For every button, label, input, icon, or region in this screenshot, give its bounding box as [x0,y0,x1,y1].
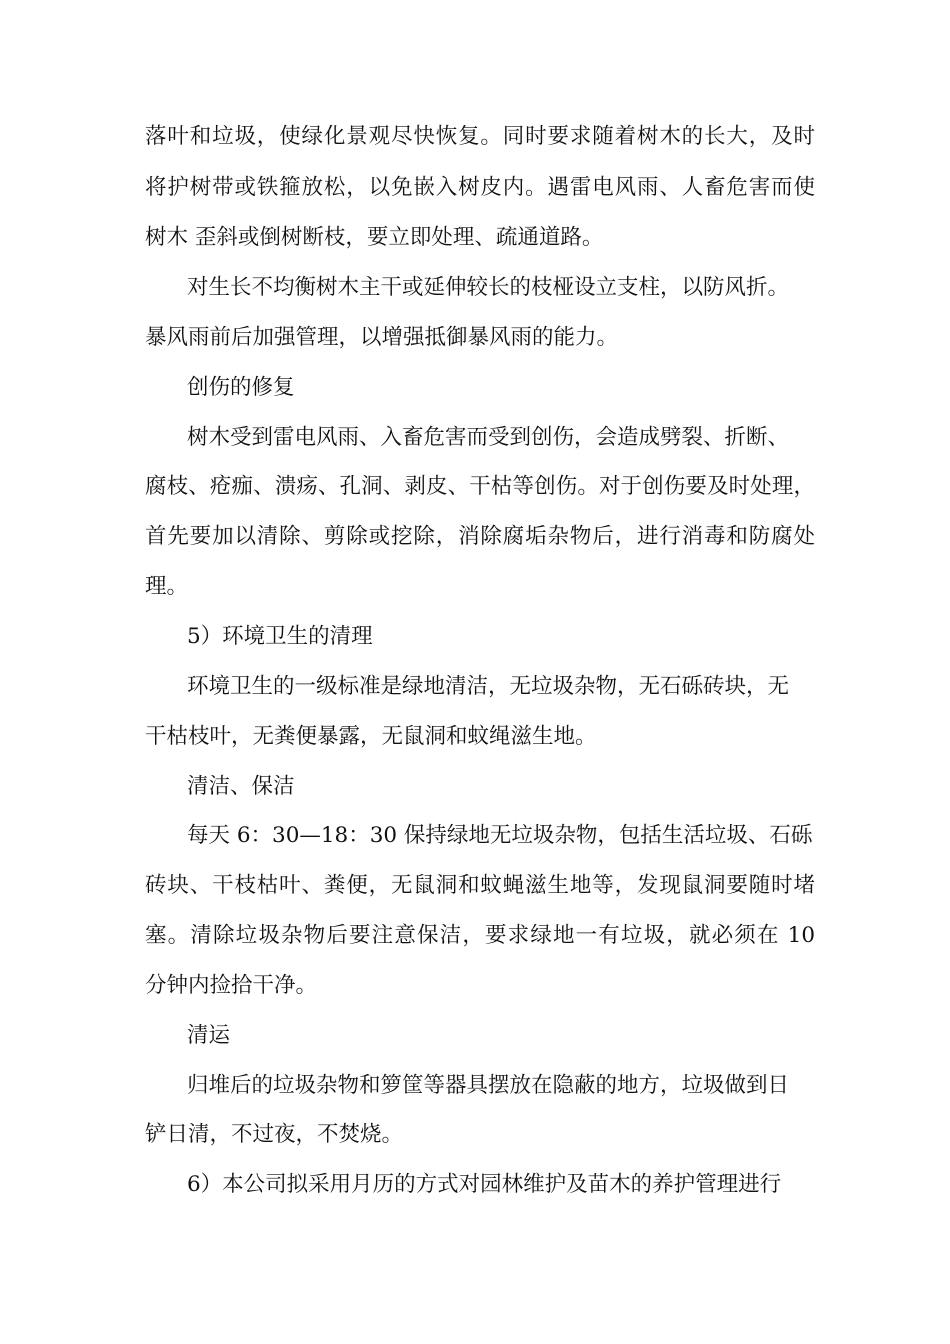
paragraph-line: 落叶和垃圾，使绿化景观尽快恢复。同时要求随着树木的长大，及时 [145,124,815,149]
paragraph-line: 树木受到雷电风雨、入畜危害而受到创伤，会造成劈裂、折断、 [187,425,790,450]
paragraph-line: 归堆后的垃圾杂物和箩筐等器具摆放在隐蔽的地方，垃圾做到日 [187,1073,790,1098]
paragraph-line: 分钟内捡拾干净。 [145,973,318,998]
paragraph-line: 塞。清除垃圾杂物后要注意保洁，要求绿地一有垃圾，就必须在 10 [145,923,815,948]
paragraph-line: 铲日清，不过夜，不焚烧。 [145,1122,404,1147]
paragraph-line: 干枯枝叶，无粪便暴露，无鼠洞和蚊绳滋生地。 [145,724,597,749]
section-heading: 创伤的修复 [187,375,295,400]
paragraph-line: 将护树带或铁箍放松，以免嵌入树皮内。遇雷电风雨、人畜危害而使 [145,175,815,200]
paragraph-line: 暴风雨前后加强管理，以增强抵御暴风雨的能力。 [145,325,619,350]
paragraph-line: 首先要加以清除、剪除或挖除，消除腐垢杂物后，进行消毒和防腐处 [145,524,815,549]
section-heading: 清洁、保洁 [187,774,295,799]
paragraph-line: 树木 歪斜或倒树断枝，要立即处理、疏通道路。 [145,225,604,250]
paragraph-line: 理。 [145,574,189,599]
paragraph-line: 环境卫生的一级标准是绿地清洁，无垃圾杂物，无石砾砖块，无 [187,674,790,699]
paragraph-line: 对生长不均衡树木主干或延伸较长的枝桠设立支柱，以防风折。 [187,275,790,300]
section-heading: 清运 [187,1023,231,1048]
paragraph-line: 6）本公司拟采用月历的方式对园林维护及苗木的养护管理进行 [187,1172,782,1197]
paragraph-line: 每天 6：30—18：30 保持绿地无垃圾杂物，包括生活垃圾、石砾 [187,823,813,848]
paragraph-line: 砖块、干枝枯叶、粪便，无鼠洞和蚊蝇滋生地等，发现鼠洞要随时堵 [145,873,815,898]
section-heading: 5）环境卫生的清理 [187,624,373,649]
paragraph-line: 腐枝、疮痂、溃疡、孔洞、剥皮、干枯等创伤。对于创伤要及时处理， [145,474,815,499]
